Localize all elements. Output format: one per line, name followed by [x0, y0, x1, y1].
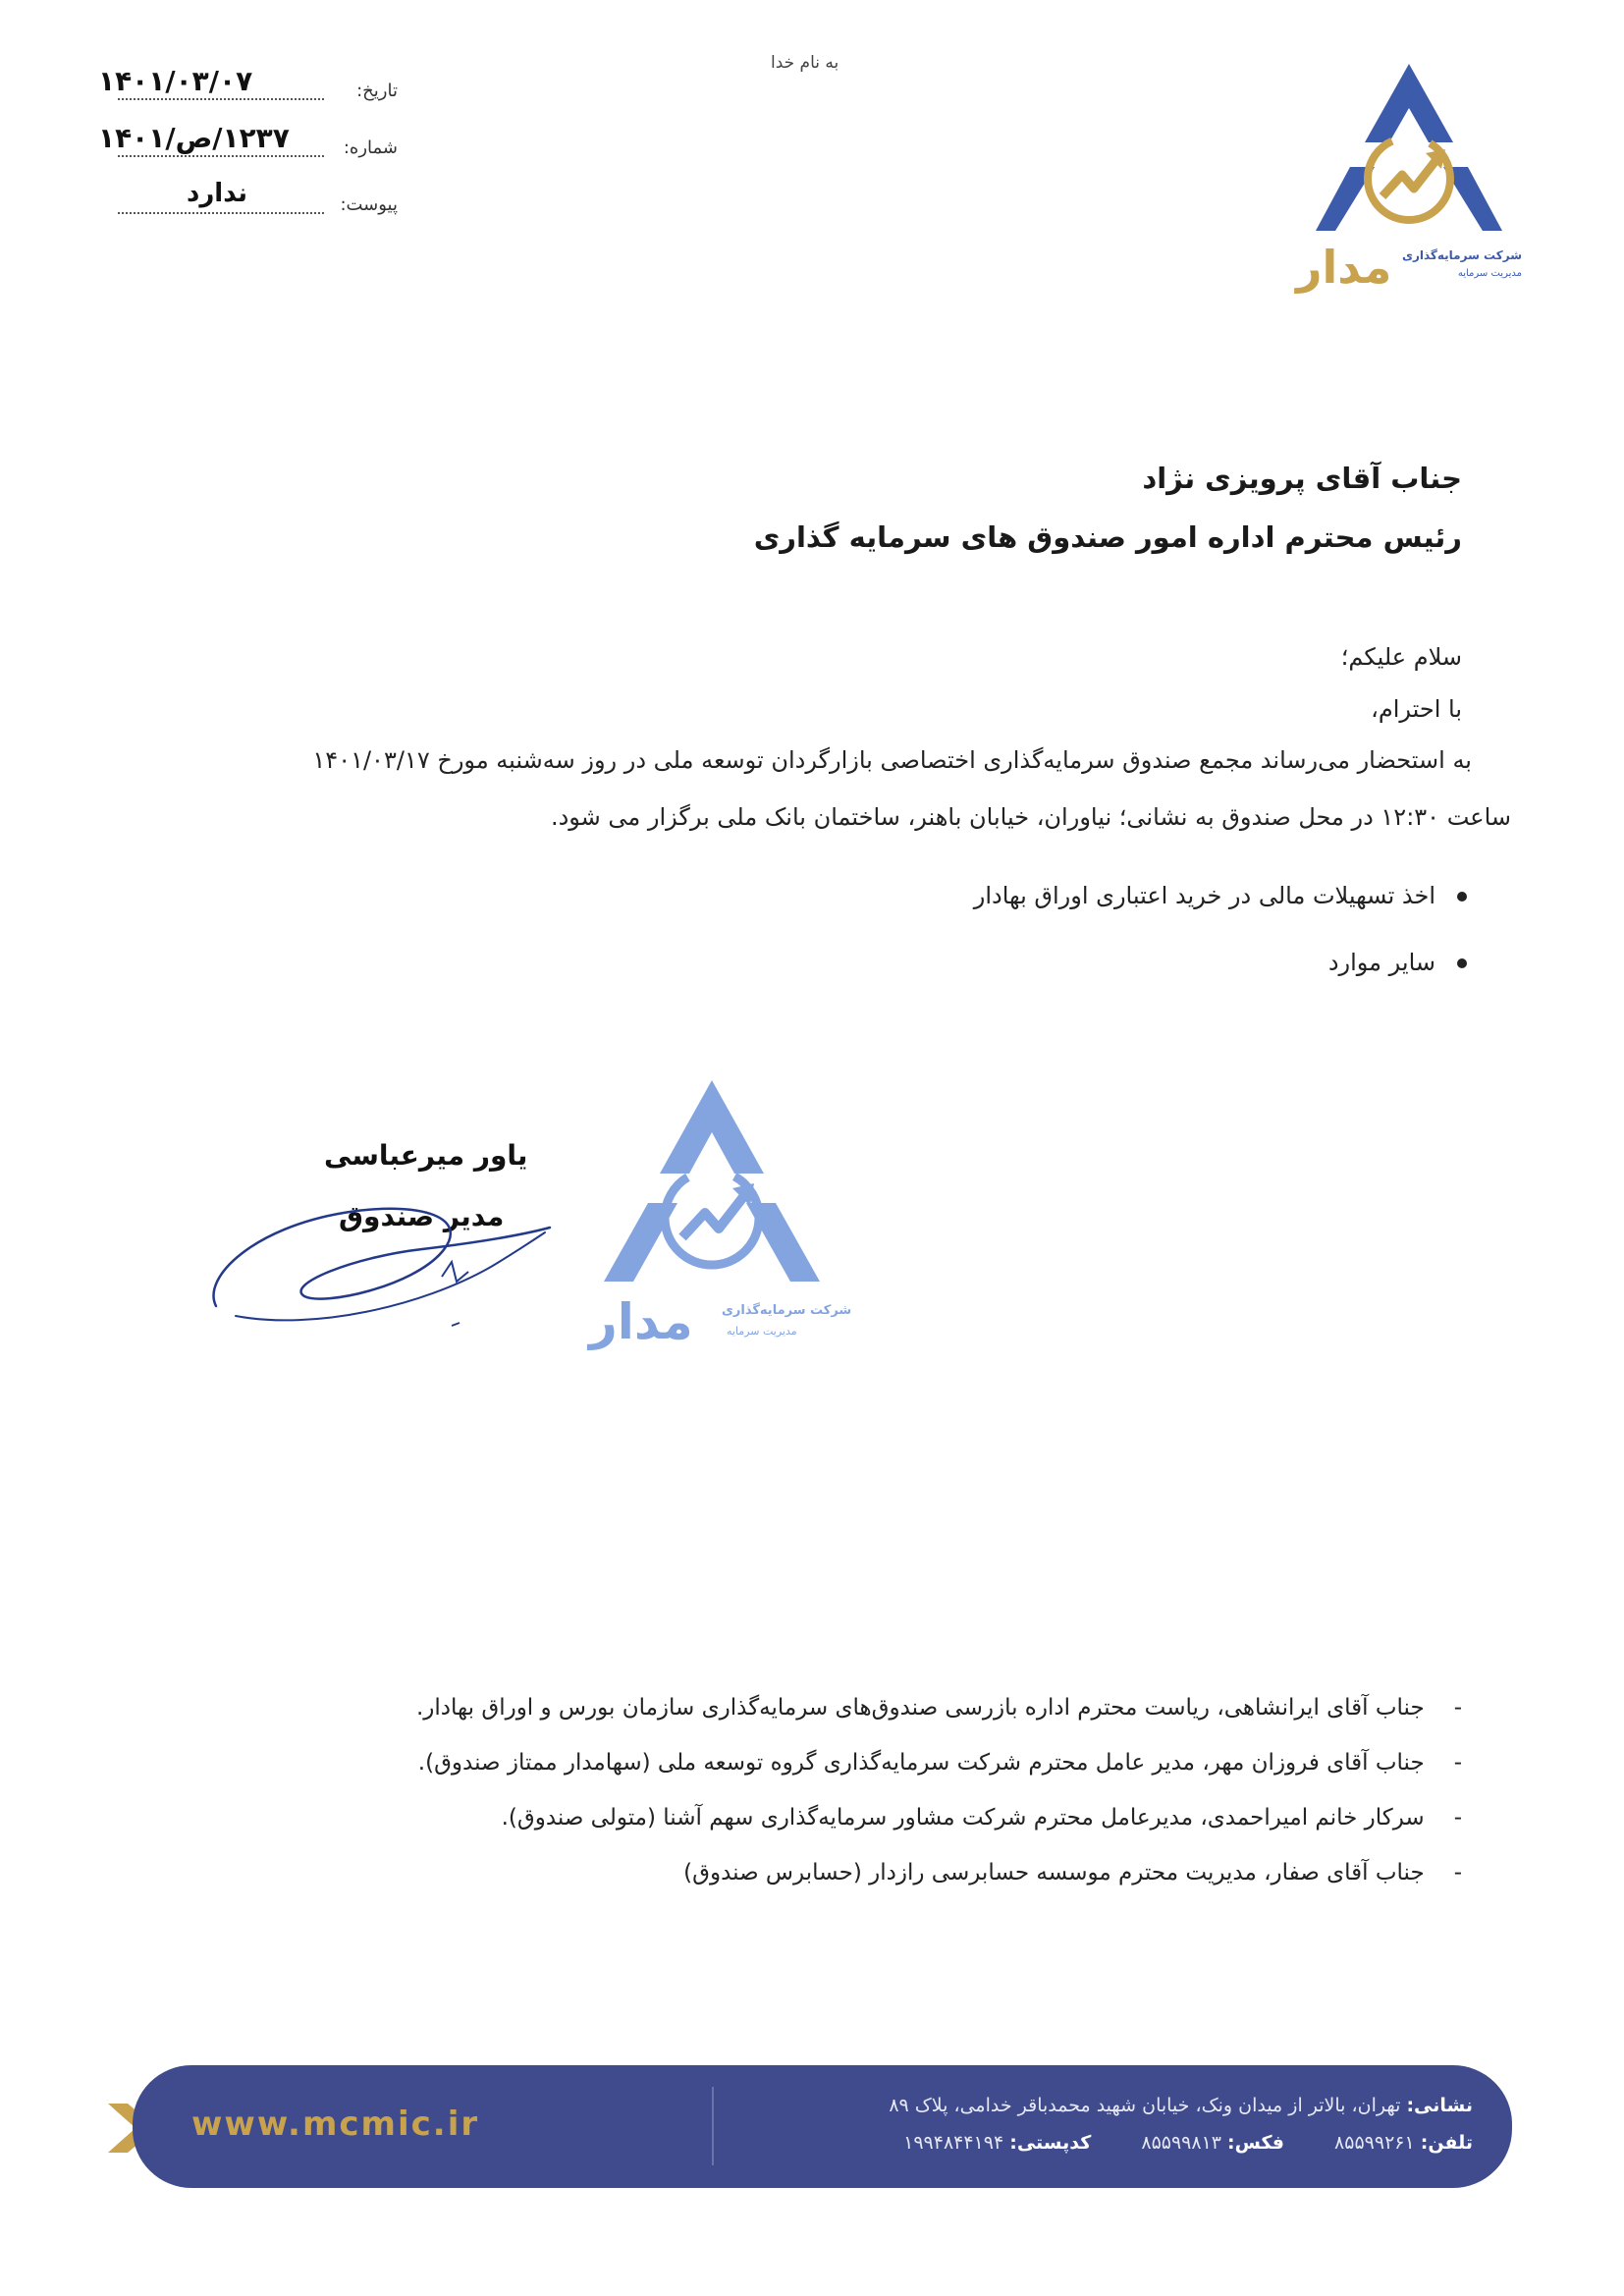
greeting: سلام علیکم؛	[1340, 643, 1462, 671]
dash-icon: -	[1453, 1695, 1462, 1721]
cc-item	[418, 1750, 1462, 1776]
cc-item	[502, 1805, 1462, 1831]
logo-brand-text: مدار	[1296, 241, 1392, 294]
addressee-title: رئیس محترم اداره امور صندوق های سرمایه گذاری	[753, 520, 1462, 554]
footer-divider	[712, 2087, 714, 2165]
bullet-icon	[1457, 892, 1467, 902]
number-value: ۱۲۳۷/ص/۱۴۰۱	[98, 122, 290, 154]
date-value: ۱۴۰۱/۰۳/۰۷	[98, 65, 253, 97]
date-dots	[118, 98, 324, 100]
phone-label: تلفن:	[1420, 2132, 1473, 2154]
attachment-dots	[118, 212, 324, 214]
cc-item	[683, 1860, 1462, 1886]
signatory-name: یاور میرعباسی	[324, 1139, 528, 1172]
postal-code: ۱۹۹۴۸۴۴۱۹۴	[903, 2132, 1004, 2154]
respect-line: با احترام،	[1371, 695, 1462, 723]
stamp-company-subline: مدیریت سرمایه	[727, 1325, 797, 1338]
footer-address	[889, 2095, 1473, 2116]
stamp-brand-text: مدار	[589, 1293, 693, 1350]
footer-contacts	[903, 2132, 1473, 2154]
bismillah-heading: به نام خدا	[771, 53, 839, 73]
dash-icon: -	[1453, 1750, 1462, 1776]
handwritten-signature-icon	[196, 1159, 569, 1345]
postal-label: کدپستی:	[1009, 2132, 1092, 2154]
agenda-item	[974, 882, 1467, 909]
cc-item-text: جناب آقای صفار، مدیریت محترم موسسه حسابرسی رازدار (حسابرس صندوق)	[683, 1860, 1425, 1886]
paragraph-line-2: ساعت ۱۲:۳۰ در محل صندوق به نشانی؛ نیاوران، خیابان باهنر، ساختمان بانک ملی برگزار می شود.	[550, 803, 1511, 831]
logo-company-subline: مدیریت سرمایه	[1457, 268, 1522, 279]
phone-number: ۸۵۵۹۹۲۶۱	[1334, 2132, 1415, 2154]
cc-item-text: جناب آقای فروزان مهر، مدیر عامل محترم شرکت سرمایه‌گذاری گروه توسعه ملی (سهامدار ممتاز صندوق).	[417, 1750, 1425, 1776]
footer-bar	[133, 2065, 1512, 2188]
dash-icon: -	[1453, 1805, 1462, 1831]
cc-item	[416, 1695, 1462, 1721]
attachment-value: ندارد	[187, 179, 248, 208]
company-logo	[1296, 59, 1522, 304]
attachment-label: پیوست:	[340, 194, 398, 215]
agenda-item-text: سایر موارد	[1327, 949, 1435, 976]
date-row	[59, 65, 398, 108]
logo-triangle-icon	[1296, 59, 1522, 236]
bullet-icon	[1457, 958, 1467, 968]
agenda-item	[1328, 949, 1467, 976]
addressee-name: جناب آقای پرویزی نژاد	[1142, 462, 1462, 495]
address-text: تهران، بالاتر از میدان ونک، خیابان شهید محمدباقر خدامی، پلاک ۸۹	[889, 2095, 1401, 2116]
attachment-row	[59, 179, 398, 222]
logo-company-line: شرکت سرمایه‌گذاری	[1401, 248, 1522, 262]
number-dots	[118, 155, 324, 157]
stamp-company-line: شرکت سرمایه‌گذاری	[722, 1303, 852, 1318]
signatory-title: مدیر صندوق	[339, 1200, 505, 1232]
agenda-item-text: اخذ تسهیلات مالی در خرید اعتباری اوراق بهادار	[973, 882, 1435, 909]
number-label: شماره:	[343, 137, 398, 158]
fax-number: ۸۵۵۹۹۸۱۳	[1141, 2132, 1221, 2154]
fax-label: فکس:	[1227, 2132, 1284, 2154]
footer-website: www.mcmic.ir	[191, 2105, 480, 2144]
dash-icon: -	[1453, 1860, 1462, 1886]
address-label: نشانی:	[1406, 2095, 1473, 2116]
cc-item-text: سرکار خانم امیراحمدی، مدیرعامل محترم شرکت مشاور سرمایه‌گذاری سهم آشنا (متولی صندوق).	[501, 1805, 1425, 1831]
company-stamp	[589, 1075, 864, 1370]
number-row	[59, 122, 398, 165]
stamp-logo-icon	[589, 1075, 864, 1291]
date-label: تاریخ:	[356, 81, 398, 101]
cc-item-text: جناب آقای ایرانشاهی، ریاست محترم اداره بازرسی صندوق‌های سرمایه‌گذاری سازمان بورس و اوراق بهادار.	[415, 1695, 1425, 1721]
paragraph-line-1: به استحضار می‌رساند مجمع صندوق سرمایه‌گذاری اختصاصی بازارگردان توسعه ملی در روز سه‌شنبه مورخ ۱۴۰۱/۰۳/۱۷	[312, 746, 1472, 774]
